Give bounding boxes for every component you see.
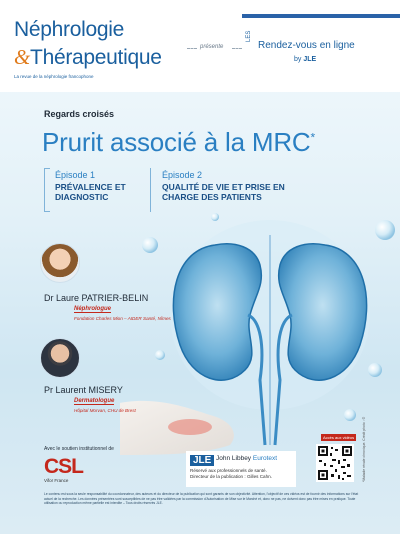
magazine-title-line1: Néphrologie	[14, 18, 124, 41]
speaker-1-affiliation: Fondation Charles Mion – AIDER Santé, Nîmes	[74, 316, 171, 321]
sponsor-intro: Avec le soutien institutionnel de	[44, 446, 114, 452]
speaker-1-name: Dr Laure PATRIER-BELIN	[44, 293, 149, 303]
qr-code[interactable]	[316, 444, 354, 482]
main-title	[42, 127, 315, 158]
publisher-logo: JLE	[190, 455, 214, 466]
rdv-by-word: by	[294, 56, 302, 63]
main-title-text: Prurit associé à la MRC	[42, 127, 311, 157]
magazine-title-word2: Thérapeutique	[30, 46, 162, 69]
publisher-line1: Réservé aux professionnels de santé.	[190, 468, 267, 473]
rdv-jle: JLE	[303, 56, 317, 63]
rdv-top-band	[242, 14, 400, 18]
episode-1	[55, 170, 140, 202]
sponsor-logo: CSL	[44, 455, 83, 478]
speaker-1-avatar	[40, 243, 80, 283]
publisher-line2: Directeur de la publication : Gilles Cahn.	[190, 474, 272, 479]
speaker-2-name: Pr Laurent MISERY	[44, 385, 123, 395]
episode-2-title: QUALITÉ DE VIE ET PRISE EN CHARGE DES PATIENTS	[162, 182, 285, 202]
publisher-name-a: John Libbey	[216, 455, 252, 462]
sponsor-sub: Vifor France	[44, 478, 69, 483]
photo-credit: *Maladie rénale chronique. Crédit photo : ©	[362, 416, 366, 482]
divider	[232, 48, 242, 49]
section-label: Regards croisés	[44, 109, 115, 119]
episode-1-title: PRÉVALENCE ET DIAGNOSTIC	[55, 182, 126, 202]
main-title-mark: *	[310, 130, 315, 145]
publisher-name	[216, 455, 277, 462]
legal-footer: Le contenu est sous la seule responsabilité du coordonnateur, des auteurs et du directeur de la publication qui sont garants de son objectivité. Attention, l'objectif de ces vidéos est de fournir des informations sur l'état actuel de la recherche. Les données présentées sont susceptibles de ne pas être validées par la commission d'Autorisation de Mise sur le Marché et, donc ne pas, ne doivent donc pas être mises en pratique. Toute utilisation ou reproduction même partielle est interdite – Tous droits réservés JLE.	[44, 492, 359, 506]
title-ampersand: &	[14, 45, 31, 69]
presente-label: présente	[200, 44, 224, 50]
header	[0, 0, 400, 92]
speaker-2-affiliation: Hôpital Morvan, CHU de Brest	[74, 408, 136, 413]
speaker-1-specialty: Néphrologue	[74, 306, 111, 312]
rdv-les: LES	[246, 30, 252, 42]
rdv-title: Rendez-vous en ligne	[258, 40, 355, 51]
episode-1-number: Épisode 1	[55, 170, 96, 180]
magazine-title-line2	[14, 45, 162, 70]
rdv-by	[294, 56, 316, 63]
publisher-name-b: Eurotext	[252, 455, 278, 462]
episode-2-number: Épisode 2	[162, 170, 203, 180]
speaker-2-specialty: Dermatologue	[74, 398, 115, 404]
divider	[187, 48, 197, 49]
rdv-logo-box	[242, 14, 400, 92]
episodes-bracket	[44, 168, 50, 212]
speaker-2-avatar	[40, 338, 80, 378]
episode-2	[162, 170, 287, 202]
kidney-illustration	[120, 205, 400, 465]
access-label: Accès aux vidéos	[323, 435, 355, 440]
magazine-subtitle: La revue de la néphrologie francophone	[14, 74, 94, 79]
